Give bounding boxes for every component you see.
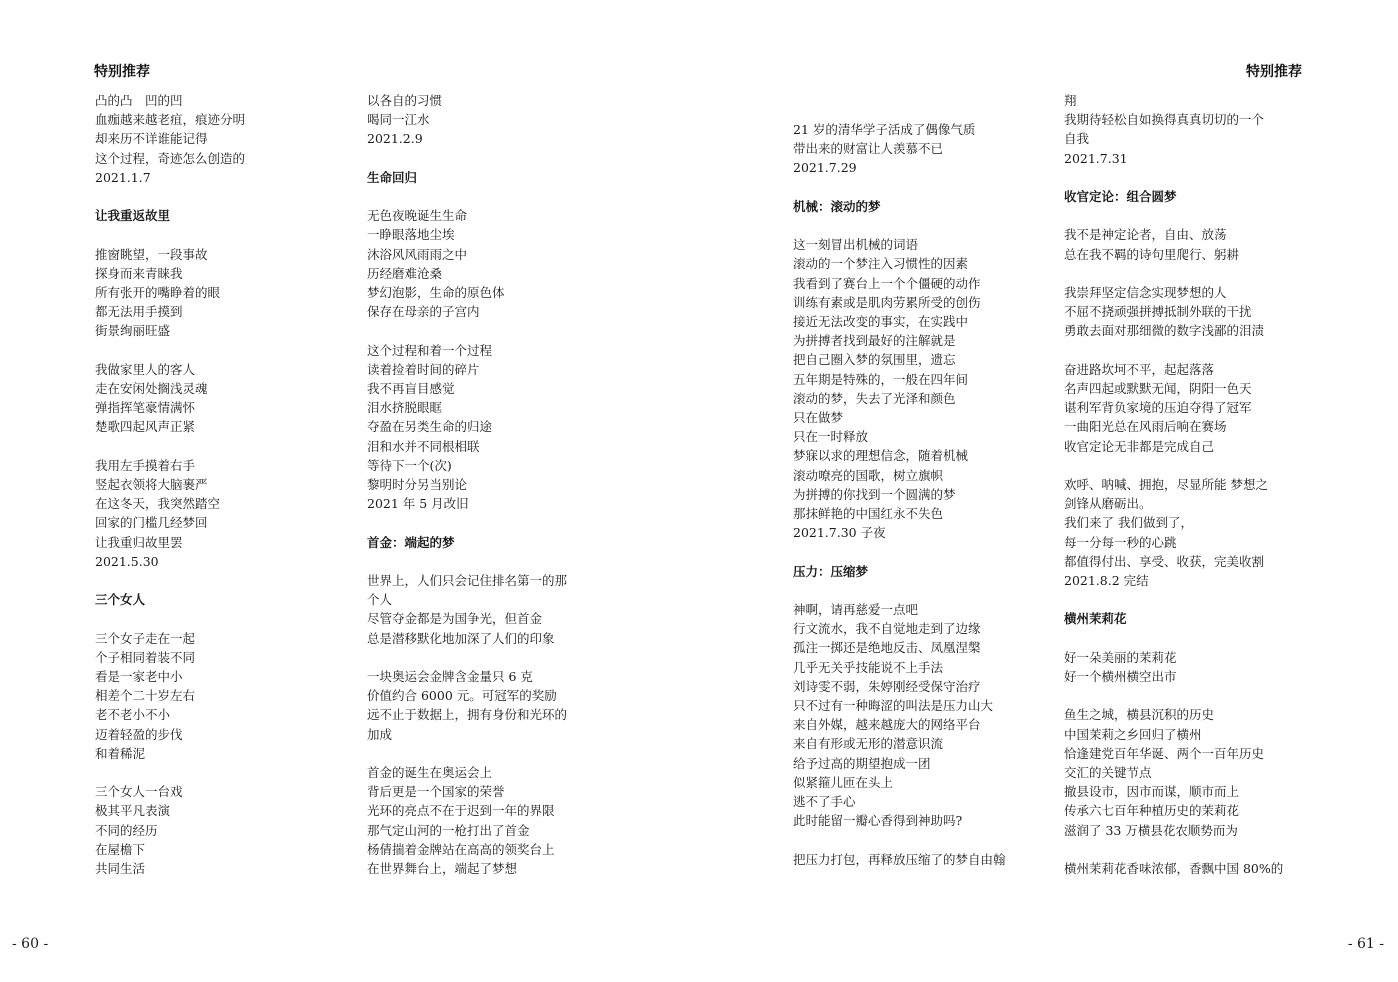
poem-line: 孤注一掷还是绝地反击、凤凰涅槃	[793, 640, 981, 656]
poem-line: 个子相同着装不同	[95, 649, 196, 665]
poem-line: 血痂越来越老疽，痕迹分明	[95, 112, 246, 128]
blank-line	[367, 321, 617, 340]
blank-line	[793, 830, 1043, 849]
poem-title: 收官定论：组合圆梦	[1064, 189, 1177, 204]
poem-title: 首金：端起的梦	[367, 534, 455, 550]
poem-line: 泪和水并不同根相联	[367, 438, 480, 454]
poem-line: 21 岁的清华学子活成了偶像气质	[793, 122, 976, 137]
poem-line: 只在一时释放	[793, 429, 869, 445]
poem-title: 三个女人	[95, 592, 146, 608]
poem-line: 光环的亮点不在于迟到一年的界限	[367, 803, 555, 819]
poem-line: 凸的凸 凹的凹	[95, 93, 183, 108]
poem-line: 逃不了手心	[793, 794, 856, 810]
poem-line: 黎明时分另当别论	[367, 477, 468, 493]
poem-line: 夺盈在另类生命的归途	[367, 419, 493, 435]
poem-line: 喝同一江水	[367, 112, 430, 128]
poem-line: 每一分每一秒的心跳	[1064, 534, 1177, 550]
poem-line: 我崇拜坚定信念实现梦想的人	[1064, 284, 1227, 300]
poem-line: 2021 年 5 月改旧	[367, 496, 469, 512]
poem-line: 总在我不羁的诗句里爬行、躬耕	[1064, 246, 1240, 262]
poem-line: 五年期是特殊的，一般在四年间	[793, 371, 969, 387]
blank-line	[1064, 206, 1314, 225]
blank-line	[367, 513, 617, 532]
poem-line: 好一朵美丽的茉莉花	[1064, 649, 1177, 665]
poem-line: 带出来的财富让人羡慕不已	[793, 141, 944, 157]
poem-line: 首金的诞生在奥运会上	[367, 765, 493, 780]
poem-line: 撤县设市，因市而谋，顺市而上	[1064, 784, 1240, 800]
poem-line: 无色夜晚诞生生命	[367, 208, 468, 224]
blank-line	[367, 187, 617, 206]
poem-line: 这个过程，奇迹怎么创造的	[95, 150, 246, 166]
poem-line: 三个女子走在一起	[95, 630, 196, 646]
poem-line: 剑锋从磨砺出。	[1064, 496, 1152, 512]
poem-line: 滚动的梦，失去了光泽和颜色	[793, 390, 956, 406]
poem-title: 生命回归	[367, 169, 418, 185]
blank-line	[1064, 341, 1314, 360]
poem-line: 世界上，人们只会记住排名第一的那	[367, 573, 568, 588]
poem-line: 那气定山河的一枪打出了首金	[367, 822, 530, 838]
poem-line: 把自己圈入梦的氛围里，遗忘	[793, 352, 956, 368]
poem-line: 几乎无关乎技能说不上手法	[793, 659, 944, 675]
poem-line: 尽管夺金都是为国争光，但首金	[367, 611, 543, 627]
poem-line: 来自外媒，越来越庞大的网络平台	[793, 717, 981, 733]
poem-line: 把压力打包，再释放压缩了的梦自由翰	[793, 851, 1006, 867]
poem-title: 压力：压缩梦	[793, 563, 869, 579]
poem-line: 给予过高的期望抱成一团	[793, 755, 931, 771]
poem-line: 加成	[367, 726, 393, 742]
poem-line: 2021.7.30 子夜	[793, 525, 886, 541]
blank-line	[95, 763, 345, 782]
poem-line: 刘诗雯不弱，朱婷刚经受保守治疗	[793, 678, 981, 694]
poem-line: 保存在母亲的子宫内	[367, 304, 480, 320]
text-column-3	[793, 120, 1043, 869]
poem-line: 为拼搏者找到最好的注解就是	[793, 333, 956, 349]
poem-line: 似紧箍儿匝在头上	[793, 774, 894, 790]
poem-line: 让我重归故里罢	[95, 534, 183, 550]
text-column-4	[1064, 91, 1314, 878]
poem-line: 名声四起或默默无闻，阴阳一色天	[1064, 380, 1252, 396]
blank-line	[1064, 590, 1314, 609]
poem-line: 竖起衣领将大脑裹严	[95, 477, 208, 492]
poem-line: 我不是神定论者，自由、放荡	[1064, 227, 1227, 243]
poem-line: 却来历不详谁能记得	[95, 131, 208, 147]
poem-line: 收官定论无非都是完成自己	[1064, 438, 1215, 454]
blank-line	[1064, 264, 1314, 283]
poem-line: 自我	[1064, 131, 1090, 147]
blank-line	[1064, 168, 1314, 187]
poem-line: 滚动嘹亮的国歌，树立旗帜	[793, 467, 944, 483]
blank-line	[1064, 456, 1314, 475]
poem-line: 交汇的关键节点	[1064, 764, 1152, 780]
poem-line: 滚动的一个梦注入习惯性的因素	[793, 256, 969, 272]
poem-line: 迈着轻盈的步伐	[95, 726, 183, 742]
poem-line: 2021.2.9	[367, 131, 423, 147]
poem-line: 我不再盲目感觉	[367, 381, 455, 396]
poem-line: 都无法用手摸到	[95, 304, 183, 320]
poem-line: 2021.7.31	[1064, 150, 1128, 166]
blank-line	[367, 648, 617, 667]
poem-line: 共同生活	[95, 861, 146, 877]
page-header-left: 特别推荐	[94, 61, 150, 81]
poem-line: 中国茉莉之乡回归了横州	[1064, 726, 1202, 742]
poem-line: 杨倩揣着金牌站在高高的领奖台上	[367, 841, 555, 857]
poem-line: 一睁眼落地尘埃	[367, 227, 455, 243]
text-column-1	[95, 91, 345, 878]
poem-line: 在世界舞台上，端起了梦想	[367, 861, 518, 877]
page-number-left: - 60 -	[12, 936, 49, 952]
blank-line	[95, 225, 345, 244]
poem-line: 训练有素或是肌肉劳累所受的创伤	[793, 294, 981, 310]
blank-line	[367, 149, 617, 168]
poem-line: 奋进路坎坷不平，起起落落	[1064, 361, 1215, 377]
poem-line: 我用左手摸着右手	[95, 457, 196, 473]
poem-line: 梦幻泡影，生命的原色体	[367, 285, 505, 300]
poem-title: 机械：滚动的梦	[793, 198, 881, 214]
poem-line: 街景绚丽旺盛	[95, 323, 171, 339]
poem-line: 以各自的习惯	[367, 93, 443, 108]
poem-line: 恰逢建党百年华诞、两个一百年历史	[1064, 745, 1265, 761]
poem-line: 梦寐以求的理想信念，随着机械	[793, 448, 969, 464]
blank-line	[1064, 686, 1314, 705]
poem-line: 总是潜移默化地加深了人们的印象	[367, 630, 555, 646]
blank-line	[95, 609, 345, 628]
poem-line: 老不老小不小	[95, 707, 171, 723]
poem-line: 那抹鲜艳的中国红永不失色	[793, 506, 944, 522]
poem-line: 只在做梦	[793, 410, 844, 426]
poem-line: 一块奥运会金牌含金量只 6 克	[367, 669, 533, 684]
poem-line: 沐浴风风雨雨之中	[367, 246, 468, 262]
poem-line: 接近无法改变的事实，在实践中	[793, 314, 969, 329]
poem-line: 等待下一个(次)	[367, 457, 452, 473]
poem-line: 欢呼、呐喊、拥抱，尽显所能 梦想之	[1064, 476, 1268, 492]
poem-line: 神啊，请再慈爱一点吧	[793, 602, 919, 618]
poem-line: 推窗眺望，一段事故	[95, 246, 208, 262]
poem-line: 鱼生之城，横县沉积的历史	[1064, 707, 1215, 723]
poem-line: 弹指挥笔豪情满怀	[95, 400, 196, 416]
poem-line: 个人	[367, 592, 393, 608]
poem-line: 楚歌四起风声正紧	[95, 419, 196, 435]
poem-line: 传承六七百年种植历史的茉莉花	[1064, 803, 1240, 819]
poem-line: 此时能留一瓣心香得到神助吗?	[793, 813, 963, 829]
poem-line: 滋润了 33 万横县花农顺势而为	[1064, 822, 1238, 838]
blank-line	[793, 178, 1043, 197]
poem-line: 泪水挤脱眼眶	[367, 400, 443, 416]
blank-line	[95, 187, 345, 206]
poem-line: 为拼搏的你找到一个圆满的梦	[793, 486, 956, 502]
poem-line: 读着捡着时间的碎片	[367, 361, 480, 377]
poem-line: 2021.7.29	[793, 160, 857, 176]
poem-line: 历经磨难沧桑	[367, 265, 443, 281]
blank-line	[1064, 840, 1314, 859]
poem-line: 2021.1.7	[95, 169, 151, 185]
poem-line: 只不过有一种晦涩的叫法是压力山大	[793, 698, 994, 714]
poem-line: 不同的经历	[95, 822, 158, 838]
page-number-right: - 61 -	[1347, 936, 1384, 952]
poem-line: 我看到了赛台上一个个僵硬的动作	[793, 275, 981, 291]
poem-line: 极其平凡表演	[95, 803, 171, 819]
poem-line: 回家的门槛几经梦回	[95, 515, 208, 531]
poem-line: 三个女人一台戏	[95, 784, 183, 800]
poem-line: 和着稀泥	[95, 745, 146, 761]
poem-line: 勇敢去面对那细微的数字浅鄙的泪渍	[1064, 323, 1265, 339]
poem-line: 谌利军背负家境的压迫夺得了冠军	[1064, 400, 1252, 416]
poem-line: 在屋檐下	[95, 841, 146, 857]
poem-line: 横州茉莉花香味浓郁，香飘中国 80%的	[1064, 860, 1284, 876]
blank-line	[95, 571, 345, 590]
poem-line: 不屈不挠顽强拼搏抵制外联的干扰	[1064, 304, 1252, 320]
poem-line: 背后更是一个国家的荣誉	[367, 784, 505, 800]
poem-line: 我期待轻松自如换得真真切切的一个	[1064, 112, 1265, 128]
poem-line: 2021.8.2 完结	[1064, 573, 1149, 588]
poem-line: 在这冬天，我突然踏空	[95, 496, 221, 512]
blank-line	[1064, 629, 1314, 648]
text-column-2	[367, 91, 617, 878]
page-header-right: 特别推荐	[1246, 61, 1302, 81]
poem-title: 让我重返故里	[95, 208, 171, 224]
blank-line	[95, 341, 345, 360]
poem-line: 价值约合 6000 元。可冠军的奖励	[367, 688, 557, 704]
blank-line	[367, 552, 617, 571]
poem-line: 所有张开的嘴睁着的眼	[95, 285, 221, 300]
poem-line: 走在安闲处搁浅灵魂	[95, 381, 208, 396]
poem-line: 远不止于数据上，拥有身份和光环的	[367, 707, 568, 723]
blank-line	[793, 581, 1043, 600]
poem-line: 这个过程和着一个过程	[367, 342, 493, 358]
blank-line	[793, 542, 1043, 561]
poem-line: 我做家里人的客人	[95, 361, 196, 377]
poem-line: 行文流水，我不自觉地走到了边缘	[793, 621, 981, 637]
poem-line: 翔	[1064, 93, 1077, 108]
poem-line: 看是一家老中小	[95, 669, 183, 684]
poem-line: 好一个横州横空出市	[1064, 668, 1177, 684]
poem-line: 来自有形或无形的潜意识流	[793, 736, 944, 752]
poem-line: 都值得付出、享受、收获，完美收割	[1064, 553, 1265, 569]
poem-line: 相差个二十岁左右	[95, 688, 196, 704]
poem-line: 2021.5.30	[95, 553, 159, 569]
blank-line	[793, 216, 1043, 235]
poem-line: 这一刻冒出机械的词语	[793, 237, 919, 253]
blank-line	[95, 437, 345, 456]
poem-line: 我们来了 我们做到了，	[1064, 515, 1193, 531]
poem-line: 探身而来青睐我	[95, 265, 183, 281]
poem-title: 横州茉莉花	[1064, 611, 1127, 627]
poem-line: 一曲阳光总在风雨后响在赛场	[1064, 419, 1227, 435]
blank-line	[367, 744, 617, 763]
